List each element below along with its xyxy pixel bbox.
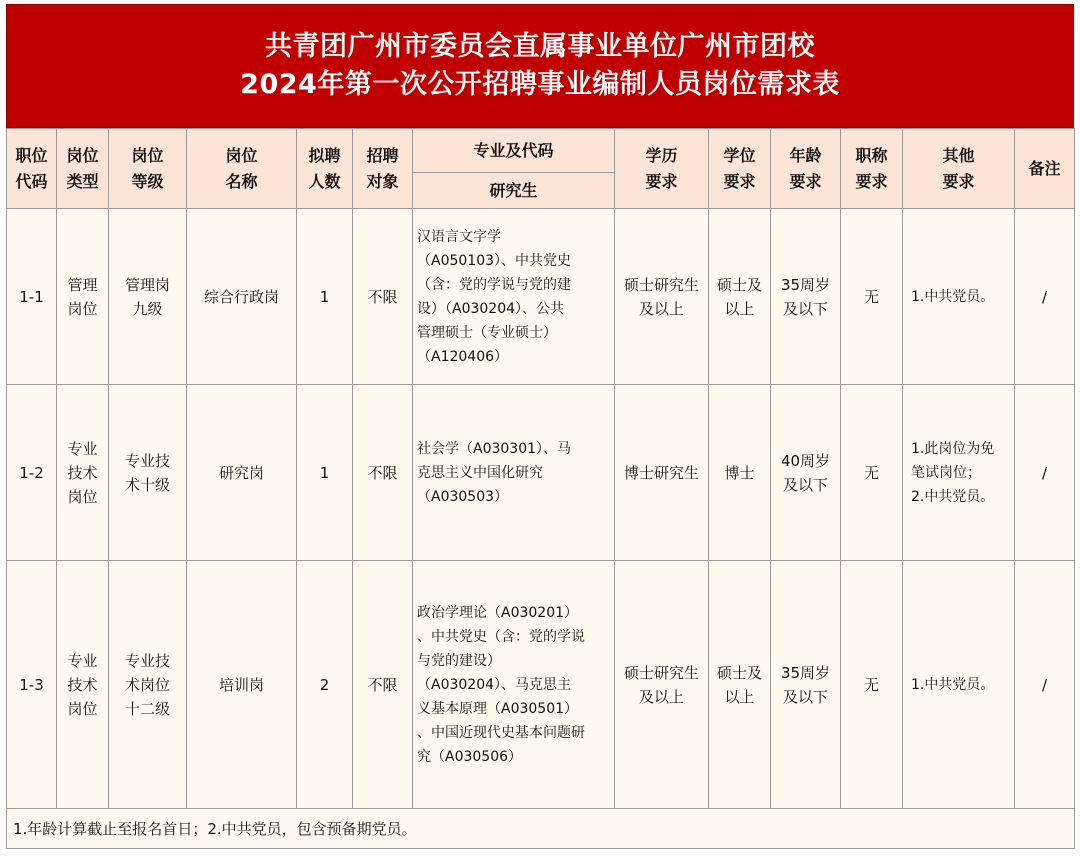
cell-target: 不限 <box>353 385 413 561</box>
cell-title-req: 无 <box>841 385 903 561</box>
cell-remark: / <box>1015 209 1075 385</box>
job-requirements-sheet <box>6 4 1074 854</box>
header-title-req: 职称 要求 <box>841 129 903 209</box>
cell-type: 专业 技术 岗位 <box>57 385 109 561</box>
table-row <box>7 561 1075 809</box>
cell-education: 硕士研究生 及以上 <box>615 561 709 809</box>
header-major: 专业及代码 <box>413 129 615 173</box>
cell-other: 1.中共党员。 <box>903 209 1015 385</box>
table-row <box>7 209 1075 385</box>
header-other: 其他 要求 <box>903 129 1015 209</box>
requirements-table <box>6 128 1075 849</box>
cell-major: 政治学理论（A030201） 、中共党史（含：党的学说 与党的建设） （A030204）、马克思主 义基本原理（A030501） 、中国近现代史基本问题研 究（A030506） <box>413 561 615 809</box>
header-degree: 学位 要求 <box>709 129 771 209</box>
title-line-2: 2024年第一次公开招聘事业编制人员岗位需求表 <box>240 69 840 100</box>
title-banner <box>6 4 1074 128</box>
cell-degree: 硕士及 以上 <box>709 561 771 809</box>
table-row <box>7 385 1075 561</box>
cell-code: 1-1 <box>7 209 57 385</box>
cell-name: 研究岗 <box>187 385 297 561</box>
title-line-1: 共青团广州市委员会直属事业单位广州市团校 <box>265 31 815 62</box>
cell-age: 35周岁 及以下 <box>771 209 841 385</box>
cell-title-req: 无 <box>841 561 903 809</box>
footnote-row <box>7 809 1075 849</box>
header-age: 年龄 要求 <box>771 129 841 209</box>
cell-education: 博士研究生 <box>615 385 709 561</box>
cell-name: 培训岗 <box>187 561 297 809</box>
header-education: 学历 要求 <box>615 129 709 209</box>
cell-count: 2 <box>297 561 353 809</box>
header-row <box>7 129 1075 173</box>
header-post-name: 岗位 名称 <box>187 129 297 209</box>
footnote: 1.年龄计算截止至报名首日；2.中共党员，包含预备期党员。 <box>7 809 1075 849</box>
cell-major: 社会学（A030301）、马 克思主义中国化研究 （A030503） <box>413 385 615 561</box>
cell-code: 1-2 <box>7 385 57 561</box>
header-remark: 备注 <box>1015 129 1075 209</box>
cell-name: 综合行政岗 <box>187 209 297 385</box>
cell-education: 硕士研究生 及以上 <box>615 209 709 385</box>
cell-type: 管理 岗位 <box>57 209 109 385</box>
cell-age: 40周岁 及以下 <box>771 385 841 561</box>
cell-count: 1 <box>297 209 353 385</box>
cell-remark: / <box>1015 385 1075 561</box>
cell-other: 1.此岗位为免 笔试岗位； 2.中共党员。 <box>903 385 1015 561</box>
header-post-level: 岗位 等级 <box>109 129 187 209</box>
cell-remark: / <box>1015 561 1075 809</box>
header-major-sub: 研究生 <box>413 173 615 209</box>
cell-other: 1.中共党员。 <box>903 561 1015 809</box>
cell-type: 专业 技术 岗位 <box>57 561 109 809</box>
cell-count: 1 <box>297 385 353 561</box>
cell-target: 不限 <box>353 561 413 809</box>
cell-code: 1-3 <box>7 561 57 809</box>
header-post-type: 岗位 类型 <box>57 129 109 209</box>
header-count: 拟聘 人数 <box>297 129 353 209</box>
cell-degree: 硕士及 以上 <box>709 209 771 385</box>
cell-age: 35周岁 及以下 <box>771 561 841 809</box>
cell-target: 不限 <box>353 209 413 385</box>
cell-major: 汉语言文字学 （A050103）、中共党史 （含：党的学说与党的建 设）（A030204）、公共 管理硕士（专业硕士） （A120406） <box>413 209 615 385</box>
cell-title-req: 无 <box>841 209 903 385</box>
cell-level: 管理岗 九级 <box>109 209 187 385</box>
header-post-code: 职位 代码 <box>7 129 57 209</box>
cell-level: 专业技 术十级 <box>109 385 187 561</box>
cell-level: 专业技 术岗位 十二级 <box>109 561 187 809</box>
cell-degree: 博士 <box>709 385 771 561</box>
header-target: 招聘 对象 <box>353 129 413 209</box>
